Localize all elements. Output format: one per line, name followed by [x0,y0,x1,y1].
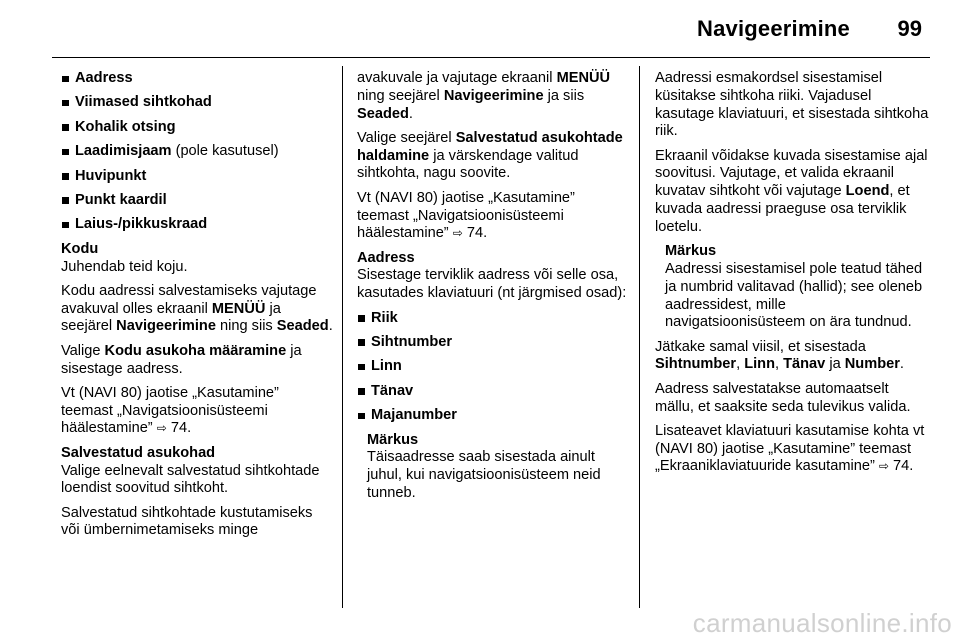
paragraph: Vt (NAVI 80) jaotise „Kasutamine” teemast „Navigatsioonisüsteemi häälestamine” ⇨ 74. [357,189,575,242]
section-heading: Salvestatud asukohad [61,444,216,461]
list-item: Tänav [357,383,627,401]
paragraph: Valige eelnevalt salvestatud sihtkohtade loendist soovitud sihtkoht. [61,462,320,497]
paragraph: Salvestatud sihtkohtade kustutamiseks või ümbernimetamiseks minge [61,504,313,539]
paragraph: Valige seejärel Salvestatud asukohtade haldamine ja värskendage valitud sihtkohta, nagu soovite. [357,129,623,182]
section-kodu [61,241,333,438]
cross-reference-arrow-icon: ⇨ [878,459,889,474]
note-text: Aadressi sisestamisel pole teatud tähed ja numbrid valitavad (hallid); see oleneb aadressidest, mille navigatsioonisüsteem on ära tundnud. [665,260,923,331]
column-1 [61,70,333,547]
note-box [665,243,930,332]
address-parts-list [357,310,627,425]
list-item: Sihtnumber [357,334,627,352]
column-divider-2 [639,66,640,608]
list-item: Laius-/pikkuskraad [61,216,333,234]
list-item: Huvipunkt [61,168,333,186]
page-number: 99 [897,16,922,41]
section-salvestatud-asukohad [61,445,333,540]
section-heading: Kodu [61,240,99,257]
list-item: Viimased sihtkohad [61,94,333,112]
list-item: Aadress [61,70,333,88]
list-item: Linn [357,358,627,376]
paragraph: Vt (NAVI 80) jaotise „Kasutamine” teemast „Navigatsioonisüsteemi häälestamine” ⇨ 74. [61,384,279,437]
list-item: Laadimisjaam (pole kasutusel) [61,143,333,161]
watermark: carmanualsonline.info [692,608,952,638]
page-header-title: Navigeerimine [696,16,850,41]
cross-reference-arrow-icon: ⇨ [452,226,463,241]
note-text: Täisaadresse saab sisestada ainult juhul, kui navigatsioonisüsteem neid tunneb. [367,449,601,501]
note-heading: Märkus [367,431,419,448]
paragraph: Lisateavet klaviatuuri kasutamise kohta vt (NAVI 80) jaotise „Kasutamine” teemast „Ekraaniklaviatuuride kasutamine” ⇨ 74. [655,422,925,475]
note-box [367,432,627,503]
list-item: Majanumber [357,407,627,425]
list-item: Punkt kaardil [61,192,333,210]
column-3 [655,70,930,483]
paragraph: Kodu aadressi salvestamiseks vajutage avakuval olles ekraanil MENÜÜ ja seejärel Navigeerimine ning siis Seaded. [61,282,333,335]
list-item: Riik [357,310,627,328]
destination-options-list [61,70,333,234]
column-divider-1 [342,66,343,608]
paragraph: Ekraanil võidakse kuvada sisestamise ajal soovitusi. Vajutage, et valida ekraanil kuvatav sihtkoht või vajutage Loend, et kuvada aadressi praeguse osa terviklik loetelu. [655,147,928,235]
paragraph: Juhendab teid koju. [61,258,188,275]
cross-reference-arrow-icon: ⇨ [156,421,167,436]
header-divider [52,57,930,58]
paragraph: Aadress salvestatakse automaatselt mällu, et saaksite seda tulevikus valida. [655,380,911,415]
list-item: Kohalik otsing [61,119,333,137]
section-heading: Aadress [357,249,415,266]
note-heading: Märkus [665,243,717,260]
section-aadress [357,250,627,425]
paragraph: Jätkake samal viisil, et sisestada Sihtnumber, Linn, Tänav ja Number. [655,338,904,373]
paragraph: Valige Kodu asukoha määramine ja sisestage aadress. [61,342,302,377]
paragraph: Aadressi esmakordsel sisestamisel küsitakse sihtkoha riiki. Vajadusel kasutage klaviatuuri, et sisestada sihtkoha riik. [655,70,929,140]
paragraph: Sisestage terviklik aadress või selle osa, kasutades klaviatuuri (nt järgmised osad): [357,267,627,302]
paragraph: avakuvale ja vajutage ekraanil MENÜÜ ning seejärel Navigeerimine ja siis Seaded. [357,70,611,122]
column-2 [357,70,627,509]
